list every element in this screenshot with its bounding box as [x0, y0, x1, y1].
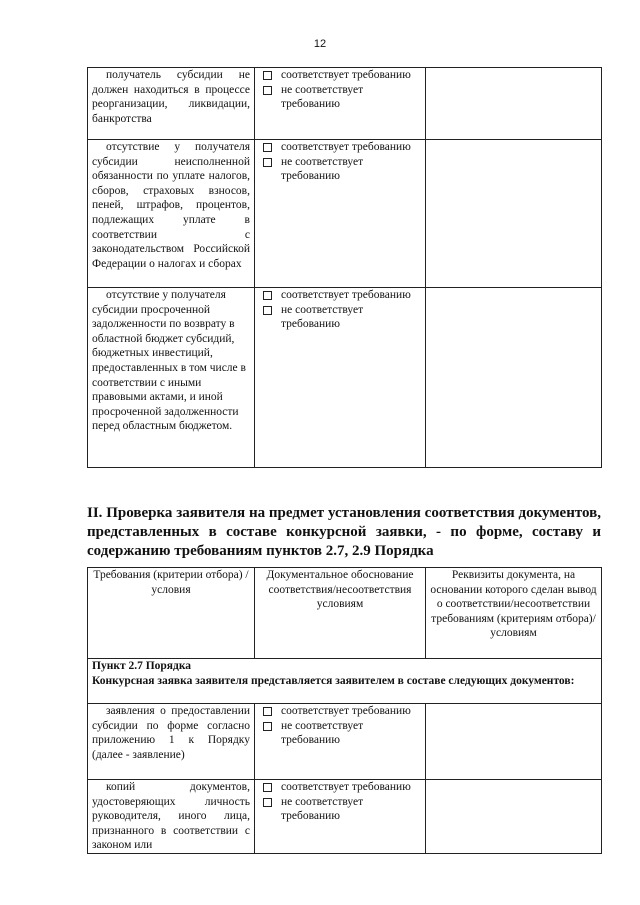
checkbox-icon[interactable] [263, 158, 272, 167]
checkbox-icon[interactable] [263, 306, 272, 315]
checkbox-icon[interactable] [263, 722, 272, 731]
checkbox-icon[interactable] [263, 143, 272, 152]
option-complies[interactable]: соответствует требованию [259, 780, 421, 795]
option-complies[interactable]: соответствует требованию [259, 288, 421, 303]
document-details-cell[interactable] [426, 68, 602, 140]
header-justification: Документальное обоснование соответствия/несоответствия условиям [255, 568, 426, 659]
section-heading: II. Проверка заявителя на предмет установления соответствия документов, представленных в составе конкурсной заявки, - по форме, составу и содержанию требованиям пунктов 2.7, 2.9 Порядка [87, 505, 601, 559]
document-details-cell[interactable] [426, 288, 602, 468]
compliance-cell [255, 68, 426, 140]
compliance-cell [255, 704, 426, 780]
option-not-complies[interactable]: не соответствует требованию [259, 83, 421, 112]
checkbox-icon[interactable] [263, 71, 272, 80]
requirement-cell: отсутствие у получателя субсидии неисполненной обязанности по уплате налогов, сборов, страховых взносов, пеней, штрафов, процентов, подлежащих уплате в соответствии с законодательством Российской Федерации о налогах и сборах [88, 140, 255, 288]
compliance-cell [255, 780, 426, 854]
checkbox-icon[interactable] [263, 86, 272, 95]
header-document-details: Реквизиты документа, на основании которого сделан вывод о соответствии/несоответствии требованиям (критериям отбора)/условиям [426, 568, 602, 659]
table-header-row [88, 568, 602, 659]
section-subheading-row [88, 659, 602, 704]
option-complies[interactable]: соответствует требованию [259, 140, 421, 155]
option-not-complies[interactable]: не соответствует требованию [259, 155, 421, 184]
table-row [88, 704, 602, 780]
checkbox-icon[interactable] [263, 783, 272, 792]
requirement-cell: получатель субсидии не должен находиться в процессе реорганизации, ликвидации, банкротства [88, 68, 255, 140]
document-details-cell[interactable] [426, 704, 602, 780]
option-complies[interactable]: соответствует требованию [259, 704, 421, 719]
table-row [88, 288, 602, 468]
option-not-complies[interactable]: не соответствует требованию [259, 719, 421, 748]
option-not-complies[interactable]: не соответствует требованию [259, 303, 421, 332]
document-details-cell[interactable] [426, 780, 602, 854]
table-row [88, 68, 602, 140]
header-requirements: Требования (критерии отбора) / условия [88, 568, 255, 659]
requirement-cell: копий документов, удостоверяющих личность руководителя, иного лица, признанного в соответствии с законом или [88, 780, 255, 854]
checkbox-icon[interactable] [263, 707, 272, 716]
criteria-table-continued [87, 67, 602, 468]
compliance-cell [255, 288, 426, 468]
option-not-complies[interactable]: не соответствует требованию [259, 795, 421, 824]
option-complies[interactable]: соответствует требованию [259, 68, 421, 83]
document-details-cell[interactable] [426, 140, 602, 288]
checkbox-icon[interactable] [263, 291, 272, 300]
table-row [88, 780, 602, 854]
table-row [88, 140, 602, 288]
requirement-cell: отсутствие у получателя субсидии просроченной задолженности по возврату в областной бюджет субсидий, бюджетных инвестиций, предоставленных в том числе в соответствии с иными правовыми актами, и иной просроченной задолженности перед областным бюджетом. [88, 288, 255, 468]
page-number: 12 [313, 38, 327, 50]
requirement-cell: заявления о предоставлении субсидии по форме согласно приложению 1 к Порядку (далее - заявление) [88, 704, 255, 780]
checkbox-icon[interactable] [263, 798, 272, 807]
documents-check-table [87, 567, 602, 854]
subheading-title: Пункт 2.7 Порядка [92, 660, 192, 672]
subheading-cell [88, 659, 602, 704]
subheading-text: Конкурсная заявка заявителя представляется заявителем в составе следующих документов: [92, 674, 575, 687]
compliance-cell [255, 140, 426, 288]
